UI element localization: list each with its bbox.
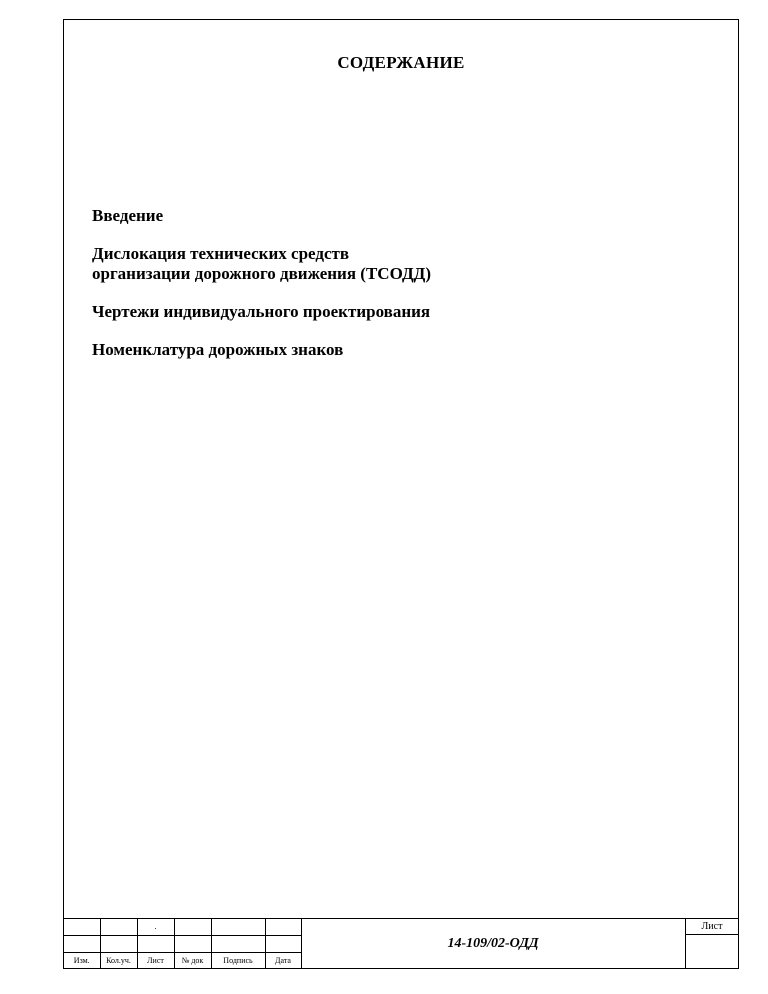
revision-cell	[64, 919, 100, 936]
revision-cell	[211, 919, 265, 936]
header-signature: Подпись	[211, 953, 265, 970]
revision-header-row	[64, 953, 301, 970]
header-date: Дата	[265, 953, 301, 970]
toc-item-line: Дислокация технических средств	[92, 244, 350, 263]
revision-cell	[100, 919, 137, 936]
revision-cell	[265, 919, 301, 936]
revision-row	[64, 936, 301, 953]
toc-item-line: Чертежи индивидуального проектирования	[92, 302, 431, 321]
revision-cell: .	[137, 919, 174, 936]
toc-item-line: организации дорожного движения (ТСОДД)	[92, 264, 431, 283]
revision-cell	[174, 919, 211, 936]
revision-cell	[64, 936, 100, 953]
header-change: Изм.	[64, 953, 100, 970]
header-sheet: Лист	[137, 953, 174, 970]
toc-item-road-signs-nomenclature	[92, 340, 431, 360]
sheet-label: Лист	[686, 919, 738, 935]
toc-item-tsodd-dislocation	[92, 244, 431, 284]
header-doc-number: № док	[174, 953, 211, 970]
revision-table	[64, 919, 302, 969]
toc-item-individual-drawings	[92, 302, 431, 322]
page-title: СОДЕРЖАНИЕ	[337, 53, 465, 72]
toc-item-line: Введение	[92, 206, 164, 225]
revision-cell	[174, 936, 211, 953]
sheet-box	[686, 919, 738, 968]
revision-cell	[211, 936, 265, 953]
revision-cell	[265, 936, 301, 953]
table-of-contents	[92, 206, 431, 378]
title-block	[64, 918, 738, 968]
toc-item-introduction	[92, 206, 431, 226]
revision-cell	[137, 936, 174, 953]
header-quantity: Кол.уч.	[100, 953, 137, 970]
sheet-number	[686, 935, 738, 967]
revision-cell	[100, 936, 137, 953]
drawing-frame	[63, 19, 739, 969]
document-code: 14-109/02-ОДД	[301, 919, 686, 968]
toc-item-line: Номенклатура дорожных знаков	[92, 340, 344, 359]
revision-row	[64, 919, 301, 936]
